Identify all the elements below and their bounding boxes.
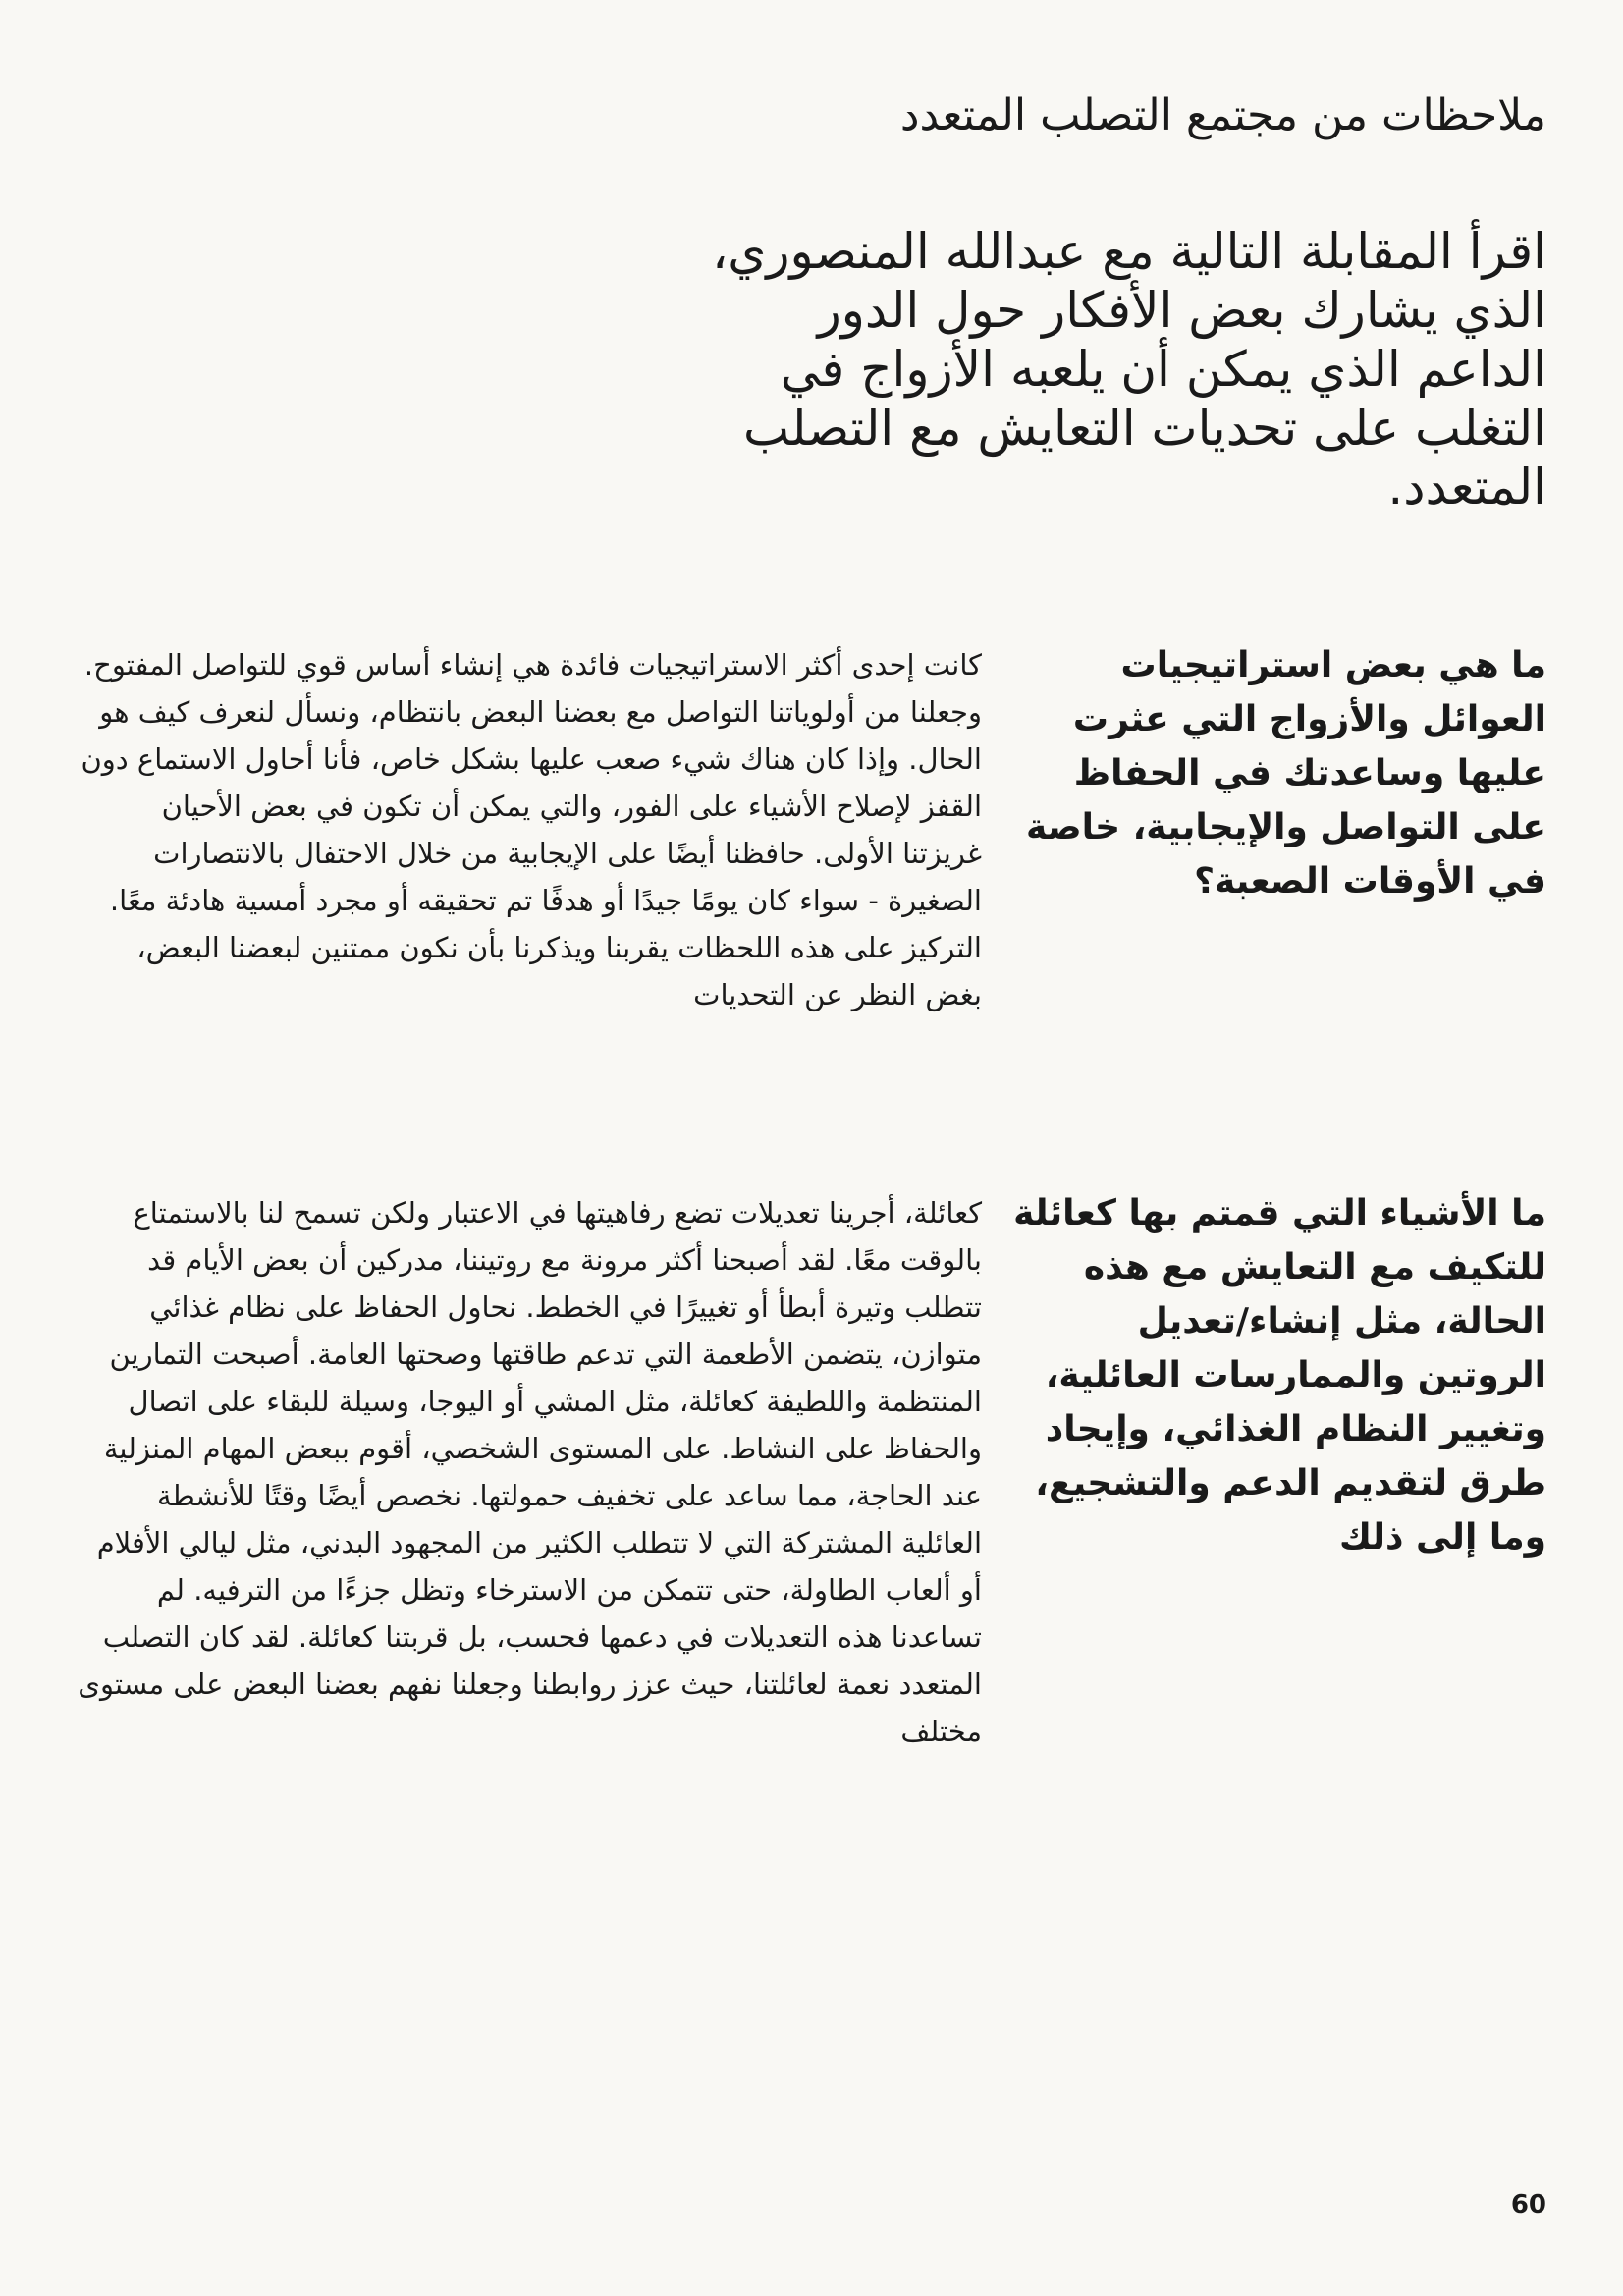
question-1: ما هي بعض استراتيجيات العوائل والأزواج التي عثرت عليها وساعدتك في الحفاظ على التواصل والإيجابية، خاصة في الأوقات الصعبة؟ (1026, 645, 1546, 902)
answer-1: كانت إحدى أكثر الاستراتيجيات فائدة هي إنشاء أساس قوي للتواصل المفتوح. وجعلنا من أولوياتنا التواصل مع بعضنا البعض بانتظام، ونسأل لنعرف كيف هو الحال. وإذا كان هناك شيء صعب عليها بشكل خاص، فأنا أحاول الاستماع دون القفز لإصلاح الأشياء على الفور، والتي يمكن أن تكون في بعض الأحيان غريزتنا الأولى. حافظنا أيضًا على الإيجابية من خلال الاحتفال بالانتصارات الصغيرة - سواء كان يومًا جيدًا أو هدفًا تم تحقيقه أو مجرد أمسية هادئة معًا. التركيز على هذه اللحظات يقربنا ويذكرنا بأن نكون ممتنين لبعضنا البعض، بغض النظر عن التحديات (81, 648, 982, 1011)
intro-paragraph: اقرأ المقابلة التالية مع عبدالله المنصوري، الذي يشارك بعض الأفكار حول الدور الداعم الذي يمكن أن يلعبه الأزواج في التغلب على تحديات التعايش مع التصلب المتعدد. (712, 223, 1546, 516)
page-title: ملاحظات من مجتمع التصلب المتعدد (899, 90, 1546, 140)
page-number: 60 (1510, 2190, 1546, 2219)
qa-section-1 (77, 638, 1546, 1018)
qa-section-2 (77, 1186, 1546, 1755)
answer-2: كعائلة، أجرينا تعديلات تضع رفاهيتها في الاعتبار ولكن تسمح لنا بالاستمتاع بالوقت معًا. لقد أصبحنا أكثر مرونة مع روتيننا، مدركين أن بعض الأيام قد تتطلب وتيرة أبطأ أو تغييرًا في الخطط. نحاول الحفاظ على نظام غذائي متوازن، يتضمن الأطعمة التي تدعم طاقتها وصحتها العامة. أصبحت التمارين المنتظمة واللطيفة كعائلة، مثل المشي أو اليوجا، وسيلة للبقاء على اتصال والحفاظ على النشاط. على المستوى الشخصي، أقوم ببعض المهام المنزلية عند الحاجة، مما ساعد على تخفيف حمولتها. نخصص أيضًا وقتًا للأنشطة العائلية المشتركة التي لا تتطلب الكثير من المجهود البدني، مثل ليالي الأفلام أو ألعاب الطاولة، حتى تتمكن من الاسترخاء وتظل جزءًا من الترفيه. لم تساعدنا هذه التعديلات في دعمها فحسب، بل قربتنا كعائلة. لقد كان التصلب المتعدد نعمة لعائلتنا، حيث عزز روابطنا وجعلنا نفهم بعضنا البعض على مستوى مختلف (78, 1196, 982, 1748)
question-2: ما الأشياء التي قمتم بها كعائلة للتكيف مع التعايش مع هذه الحالة، مثل إنشاء/تعديل الروتين والممارسات العائلية، وتغيير النظام الغذائي، وإيجاد طرق لتقديم الدعم والتشجيع، وما إلى ذلك (1013, 1193, 1546, 1558)
